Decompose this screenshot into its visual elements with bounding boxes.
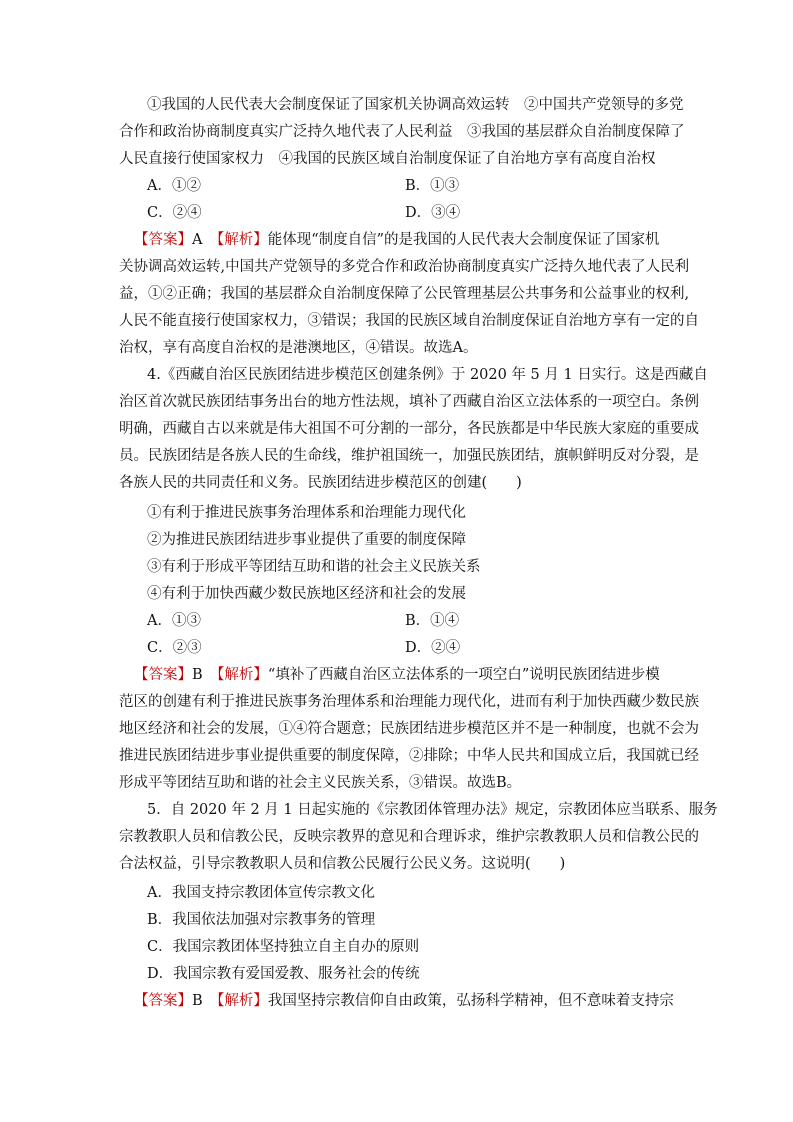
q4-option-d: D．②④ [405,640,461,656]
q3-explanation-line-3: 益，①②正确；我国的基层群众自治制度保障了公民管理基层公共事务和公益事业的权利, [119,286,690,302]
q3-option-c: C．②④ [147,205,202,221]
q4-stem-line-5: 各族人民的共同责任和义务。民族团结进步模范区的创建( ) [119,475,522,491]
q4-stem-line-4: 员。民族团结是各族人民的生命线，维护祖国统一，加强民族团结，旗帜鲜明反对分裂，是 [119,448,699,464]
q4-statement-1: ①有利于推进民族事务治理体系和治理能力现代化 [147,505,466,521]
q3-option-d: D．③④ [405,205,461,221]
explanation-tag: 【解析】 [217,667,268,683]
q4-explanation-line-5: 形成平等团结互助和谐的社会主义民族关系，③错误。故选B。 [119,775,522,791]
q5-stem-line-1: 5．自 2020 年 2 月 1 日起实施的《宗教团体管理办法》规定，宗教团体应当联系、服务 [147,802,718,818]
explanation-text: 我国坚持宗教信仰自由政策，弘扬科学精神，但不意味着支持宗 [267,993,674,1009]
q4-statement-3: ③有利于形成平等团结互助和谐的社会主义民族关系 [147,559,481,575]
answer-value: B [192,993,203,1009]
explanation-text: “填补了西藏自治区立法体系的一项空白”说明民族团结进步模 [267,667,660,683]
answer-value: A [192,232,203,248]
q4-statement-4: ④有利于加快西藏少数民族地区经济和社会的发展 [147,586,466,602]
explanation-text: 能体现“制度自信”的是我国的人民代表大会制度保证了国家机 [267,232,660,248]
q3-answer-line [134,230,660,250]
explanation-tag: 【解析】 [216,232,268,248]
answer-tag: 【答案】 [134,232,192,248]
answer-value: B [192,667,203,683]
q4-option-b: B．①④ [405,613,460,629]
explanation-tag: 【解析】 [217,993,268,1009]
q4-explanation-line-2: 范区的创建有利于推进民族事务治理体系和治理能力现代化，进而有利于加快西藏少数民族 [119,694,699,710]
q3-explanation-line-2: 关协调高效运转,中国共产党领导的多党合作和政治协商制度真实广泛持久地代表了人民利 [119,259,690,275]
q5-stem-line-2: 宗教教职人员和信教公民，反映宗教界的意见和合理诉求，维护宗教教职人员和信教公民的 [119,829,699,845]
q5-answer-line [134,991,674,1011]
q3-statements-line-3: 人民直接行使国家权力 ④我国的民族区域自治制度保证了自治地方享有高度自治权 [119,151,656,167]
q3-statements-line-1: ①我国的人民代表大会制度保证了国家机关协调高效运转 ②中国共产党领导的多党 [147,97,684,113]
q5-option-b: B．我国依法加强对宗教事务的管理 [147,912,376,928]
q4-stem-line-2: 治区首次就民族团结事务出台的地方性法规，填补了西藏自治区立法体系的一项空白。条例 [119,394,699,410]
q3-statements-line-2: 合作和政治协商制度真实广泛持久地代表了人民利益 ③我国的基层群众自治制度保障了 [119,124,685,140]
q5-option-a: A．我国支持宗教团体宣传宗教文化 [147,885,375,901]
q4-option-c: C．②③ [147,640,202,656]
q4-explanation-line-3: 地区经济和社会的发展，①④符合题意；民族团结进步模范区并不是一种制度，也就不会为 [119,721,699,737]
q4-stem-line-3: 明确，西藏自古以来就是伟大祖国不可分割的一部分，各民族都是中华民族大家庭的重要成 [119,421,699,437]
q5-option-c: C．我国宗教团体坚持独立自主自办的原则 [147,939,420,955]
q4-option-a: A．①③ [147,613,201,629]
q3-explanation-line-5: 治权，享有高度自治权的是港澳地区，④错误。故选A。 [119,340,478,356]
q4-statement-2: ②为推进民族团结进步事业提供了重要的制度保障 [147,532,466,548]
q3-option-b: B．①③ [405,178,460,194]
q3-explanation-line-4: 人民不能直接行使国家权力，③错误；我国的民族区域自治制度保证自治地方享有一定的自 [119,313,699,329]
q4-explanation-line-4: 推进民族团结进步事业提供重要的制度保障，②排除；中华人民共和国成立后，我国就已经 [119,748,699,764]
q5-option-d: D．我国宗教有爱国爱教、服务社会的传统 [147,966,420,982]
answer-tag: 【答案】 [134,993,192,1009]
q4-stem-line-1: 4.《西藏自治区民族团结进步模范区创建条例》于 2020 年 5 月 1 日实行。这是西藏自 [147,367,708,383]
q3-option-a: A．①② [147,178,201,194]
q4-answer-line [134,665,660,685]
answer-tag: 【答案】 [134,667,192,683]
q5-stem-line-3: 合法权益，引导宗教教职人员和信教公民履行公民义务。这说明( ) [119,856,566,872]
